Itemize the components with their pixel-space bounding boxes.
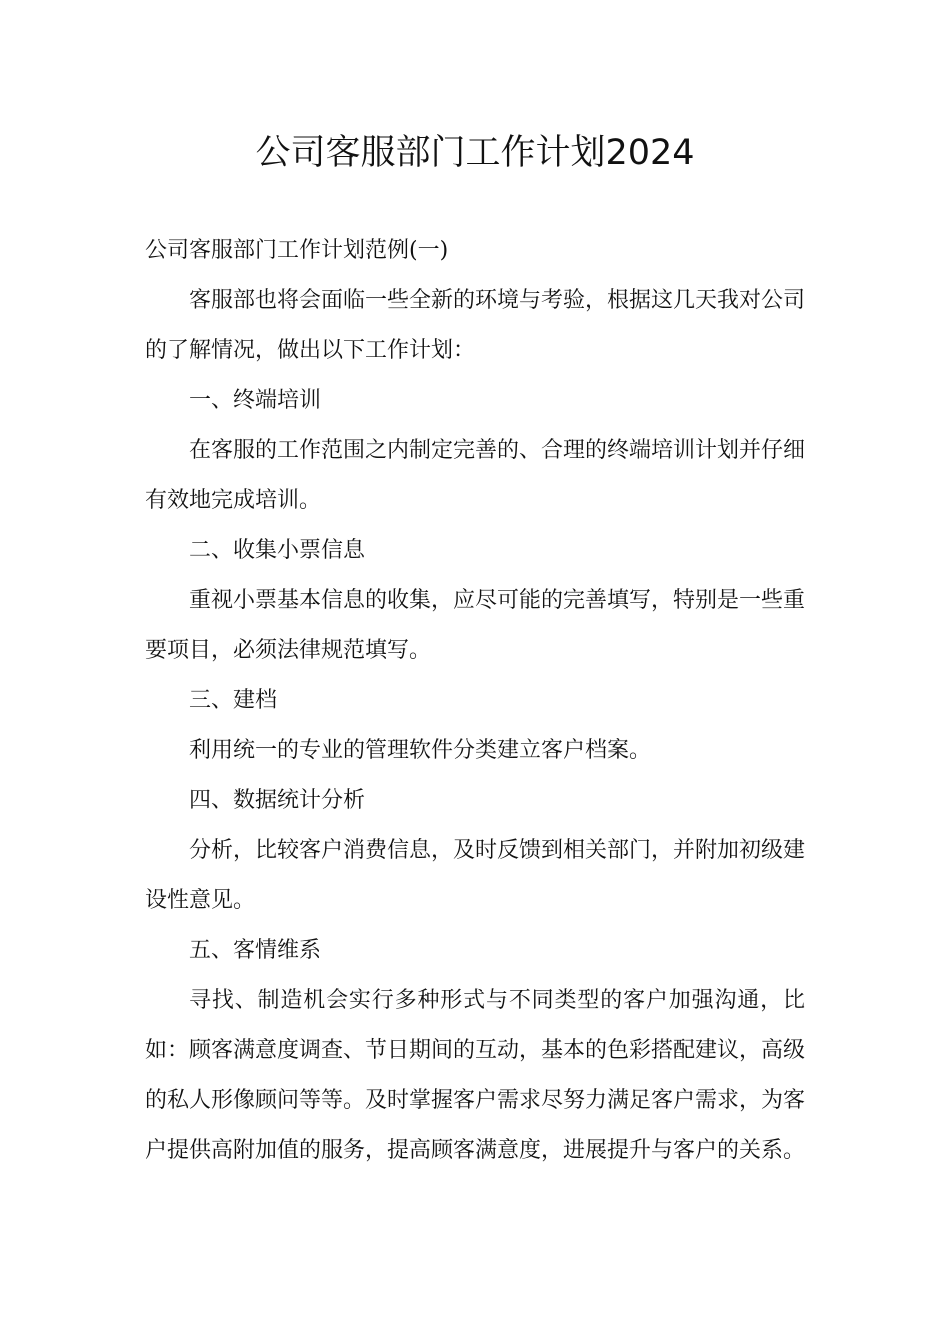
document-title: 公司客服部门工作计划2024 (255, 133, 695, 173)
section-heading: 一、终端培训 (189, 388, 322, 413)
paragraph: 重视小票基本信息的收集，应尽可能的完善填写，特别是一些重要项目，必须法律规范填写。 (145, 588, 806, 663)
paragraph: 寻找、制造机会实行多种形式与不同类型的客户加强沟通，比如：顾客满意度调查、节日期间的互动，基本的色彩搭配建议，高级的私人形像顾问等等。及时掌握客户需求尽努力满足客户需求，为客户提供高附加值的服务，提高顾客满意度，进展提升与客户的关系。 (145, 988, 806, 1163)
paragraph: 客服部也将会面临一些全新的环境与考验，根据这几天我对公司的了解情况，做出以下工作计划： (145, 288, 806, 363)
section-heading: 公司客服部门工作计划范例(一) (145, 238, 449, 263)
paragraph: 利用统一的专业的管理软件分类建立客户档案。 (189, 738, 652, 763)
paragraph: 分析，比较客户消费信息，及时反馈到相关部门，并附加初级建设性意见。 (145, 838, 806, 913)
section-heading: 四、数据统计分析 (189, 788, 366, 813)
section-heading: 五、客情维系 (189, 938, 322, 963)
paragraph: 在客服的工作范围之内制定完善的、合理的终端培训计划并仔细有效地完成培训。 (145, 438, 806, 513)
section-heading: 二、收集小票信息 (189, 538, 366, 563)
section-heading: 三、建档 (189, 688, 278, 713)
document-body (145, 226, 805, 1176)
